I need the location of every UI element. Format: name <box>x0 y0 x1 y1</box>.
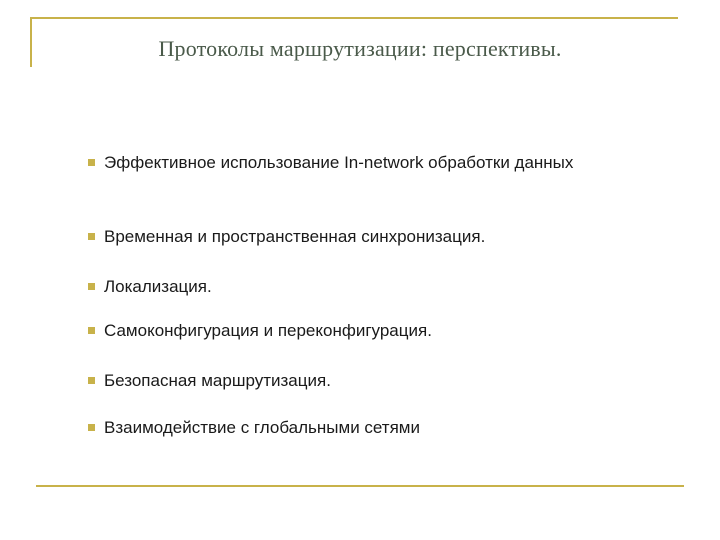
bullet-text: Локализация. <box>104 277 212 296</box>
bullet-text: Эффективное использование In-network обработки данных <box>104 153 574 172</box>
frame-bottom-line <box>36 485 684 487</box>
frame-top-line <box>30 17 678 19</box>
bullet-text: Взаимодействие с глобальными сетями <box>104 418 420 437</box>
bullet-text: Временная и пространственная синхронизация. <box>104 227 486 246</box>
slide-title: Протоколы маршрутизации: перспективы. <box>158 36 562 61</box>
bullet-text: Безопасная маршрутизация. <box>104 371 331 390</box>
bullet-item <box>88 370 331 392</box>
bullet-item <box>88 226 485 248</box>
bullet-item <box>88 152 628 174</box>
bullet-marker-icon <box>88 233 95 240</box>
bullet-item <box>88 276 212 298</box>
bullet-item <box>88 320 432 342</box>
bullet-marker-icon <box>88 283 95 290</box>
bullet-marker-icon <box>88 424 95 431</box>
bullet-item <box>88 417 420 439</box>
bullet-marker-icon <box>88 159 95 166</box>
bullet-text: Самоконфигурация и переконфигурация. <box>104 321 432 340</box>
bullet-marker-icon <box>88 327 95 334</box>
bullet-marker-icon <box>88 377 95 384</box>
